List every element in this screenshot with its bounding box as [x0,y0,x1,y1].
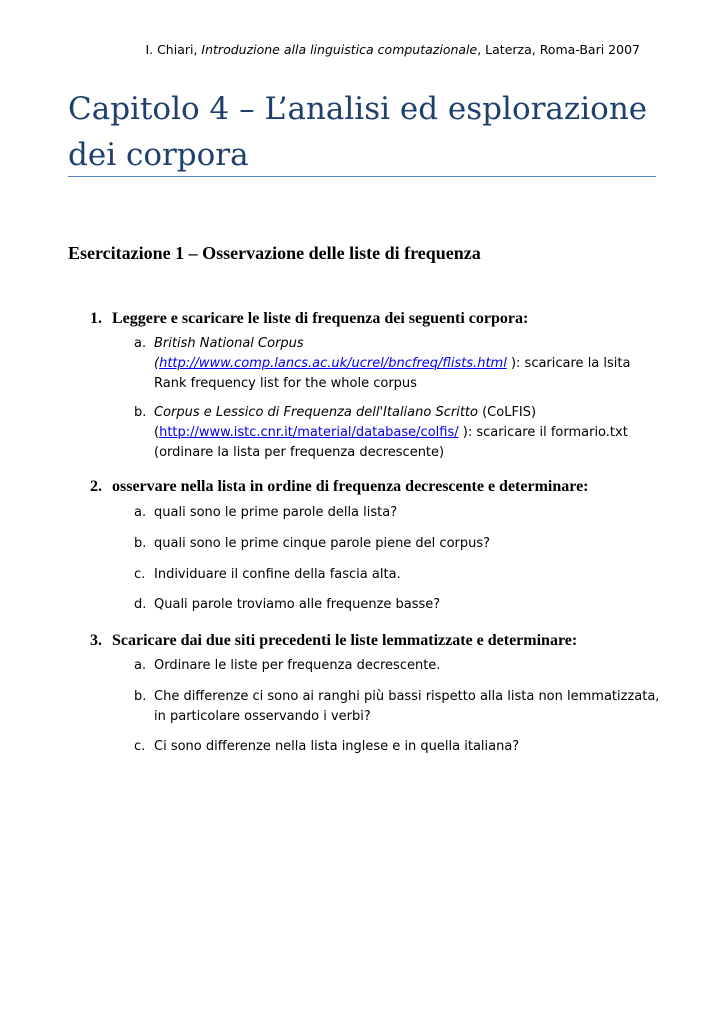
item-2d [134,595,440,615]
item-3a [134,656,440,676]
item-3b [134,687,659,727]
item-1a-letter: a. [134,336,147,351]
item-2c-letter: c. [134,567,146,582]
item-2a-text: quali sono le prime parole della lista? [154,505,398,520]
item-3-text: Scaricare dai due siti precedenti le liste lemmatizzate e determinare: [112,632,578,649]
item-2-number: 2. [90,478,102,495]
item-1-title [90,310,528,328]
item-3b-text: Che differenze ci sono ai ranghi più bassi rispetto alla lista non lemmatizzata, [154,689,660,704]
item-3a-letter: a. [134,658,147,673]
item-3a-text: Ordinare le liste per frequenza decrescente. [154,658,441,673]
header-publisher: , Laterza, Roma-Bari 2007 [477,42,640,57]
item-3c [134,737,519,757]
colfis-link[interactable]: http://www.istc.cnr.it/material/database/colfis/ [159,425,459,440]
item-1b-name: Corpus e Lessico di Frequenza dell'Italiano Scritto [154,405,478,420]
header-author: I. Chiari, [145,42,202,57]
item-2-title [90,478,589,496]
chapter-title-line2: dei corpora [68,137,249,173]
chapter-title [68,86,658,178]
item-2d-letter: d. [134,597,147,612]
chapter-title-line1: Capitolo 4 – L’analisi ed esplorazione [68,91,648,127]
item-2c [134,565,401,585]
exercise-heading: Esercitazione 1 – Osservazione delle liste di frequenza [68,243,481,263]
item-3-number: 3. [90,632,102,649]
item-1a-name: British National Corpus [154,336,304,351]
item-3b-line2: in particolare osservando i verbi? [154,709,371,724]
title-divider [68,176,656,177]
item-1a-after: ): scaricare la lsita [506,356,631,371]
item-2b-text: quali sono le prime cinque parole piene del corpus? [154,536,491,551]
item-3c-letter: c. [134,739,146,754]
item-1b-line3: (ordinare la lista per frequenza decrescente) [154,445,445,460]
item-1a-line3: Rank frequency list for the whole corpus [154,376,417,391]
item-1-number: 1. [90,310,102,327]
item-2-text: osservare nella lista in ordine di frequenza decrescente e determinare: [112,478,589,495]
item-3c-text: Ci sono differenze nella lista inglese e in quella italiana? [154,739,520,754]
header-book-title: Introduzione alla linguistica computazionale [201,42,478,57]
item-2b [134,534,490,554]
running-header [145,42,640,57]
item-2d-text: Quali parole troviamo alle frequenze basse? [154,597,441,612]
bnc-frequency-list-link[interactable]: http://www.comp.lancs.ac.uk/ucrel/bncfreq/flists.html [159,356,507,371]
item-1b-letter: b. [134,405,147,420]
item-1-text: Leggere e scaricare le liste di frequenza dei seguenti corpora: [112,310,529,327]
item-1b-after: ): scaricare il formario.txt [458,425,628,440]
item-1b-open-paren: ( [154,425,160,440]
item-2a-letter: a. [134,505,147,520]
item-2b-letter: b. [134,536,147,551]
item-1a [134,334,630,394]
item-2c-text: Individuare il confine della fascia alta. [154,567,401,582]
item-2a [134,503,397,523]
item-1b [134,403,628,463]
item-3-title [90,632,577,650]
item-3b-letter: b. [134,689,147,704]
item-1b-name-suffix: (CoLFIS) [477,405,537,420]
item-1a-open-paren: ( [154,356,160,371]
